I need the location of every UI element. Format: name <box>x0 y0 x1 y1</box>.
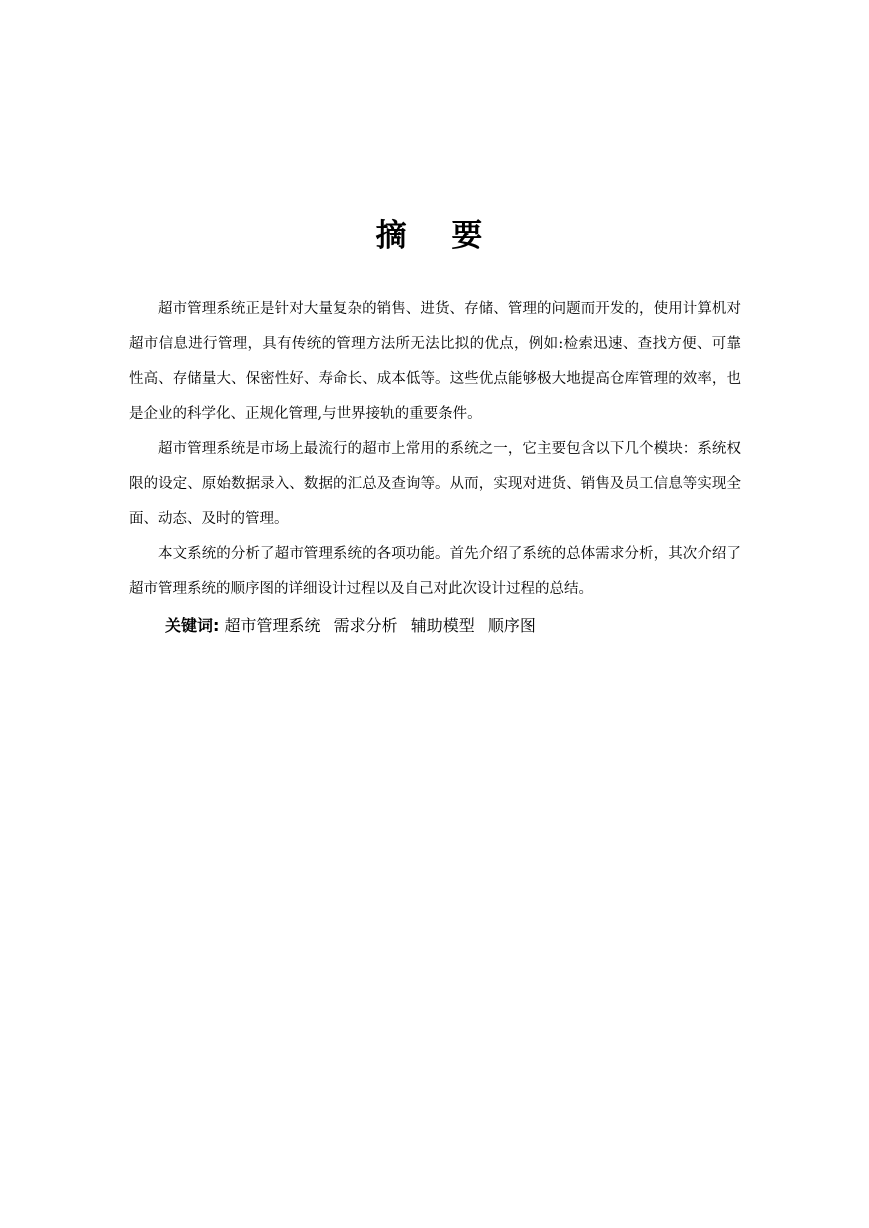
abstract-paragraph-3: 本文系统的分析了超市管理系统的各项功能。首先介绍了系统的总体需求分析，其次介绍了超市管理系统的顺序图的详细设计过程以及自己对此次设计过程的总结。 <box>129 546 741 597</box>
keyword-item: 超市管理系统 <box>224 616 321 635</box>
keyword-item: 顺序图 <box>487 616 536 635</box>
keywords-line <box>129 607 741 645</box>
abstract-body <box>129 292 741 645</box>
keyword-item: 需求分析 <box>333 616 398 635</box>
abstract-paragraph-1: 超市管理系统正是针对大量复杂的销售、进货、存储、管理的问题而开发的，使用计算机对超市信息进行管理，具有传统的管理方法所无法比拟的优点，例如:检索迅速、查找方便、可靠性高、存储量大、保密性好、寿命长、成本低等。这些优点能够极大地提高仓库管理的效率，也是企业的科学化、正规化管理,与世界接轨的重要条件。 <box>129 301 741 422</box>
abstract-paragraph-2: 超市管理系统是市场上最流行的超市上常用的系统之一，它主要包含以下几个模块：系统权限的设定、原始数据录入、数据的汇总及查询等。从而，实现对进货、销售及员工信息等实现全面、动态、及时的管理。 <box>129 441 741 527</box>
page-title: 摘 要 <box>375 218 500 254</box>
keyword-item: 辅助模型 <box>410 616 475 635</box>
keywords-label: 关键词: <box>165 616 220 635</box>
